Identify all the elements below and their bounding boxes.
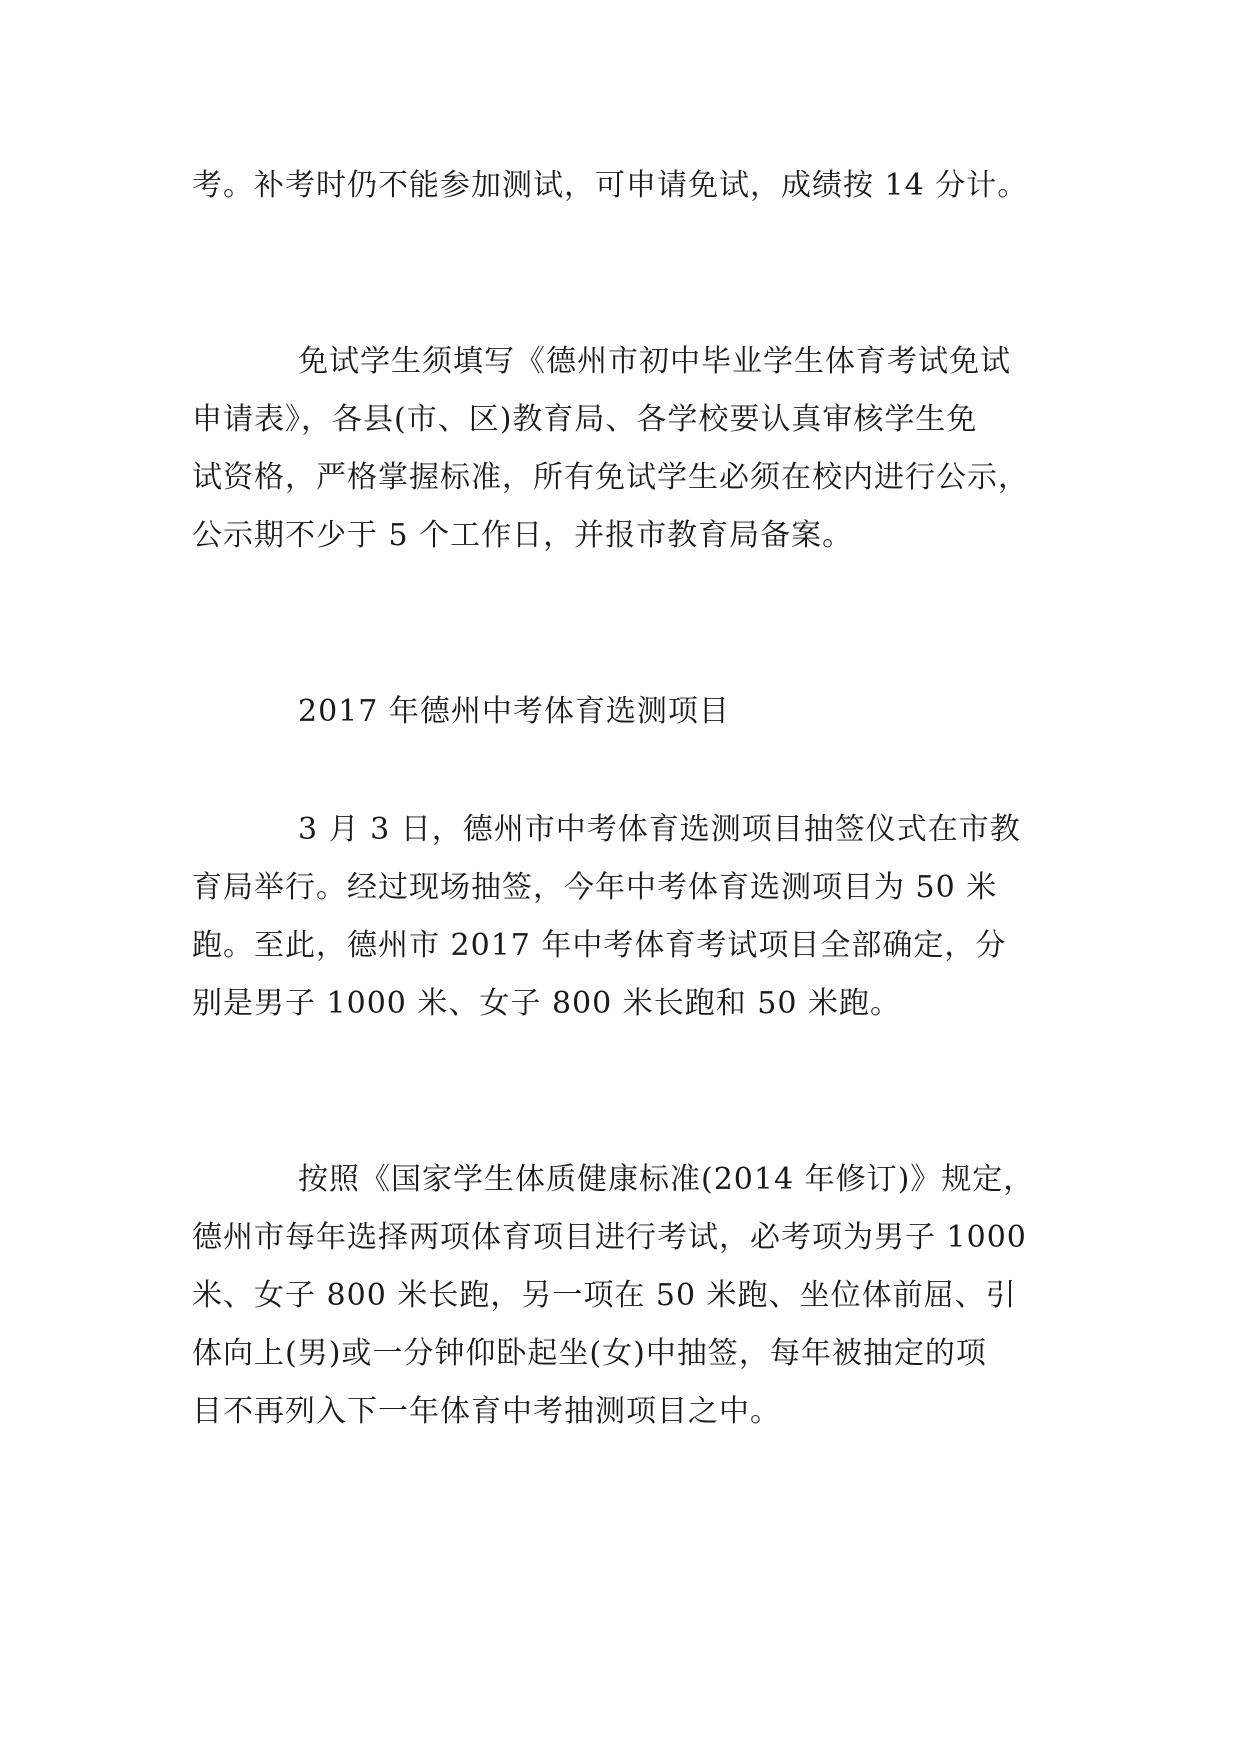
- paragraph-line: 育局举行。经过现场抽签，今年中考体育选测项目为 50 米: [192, 870, 998, 905]
- paragraph-line: 跑。至此，德州市 2017 年中考体育考试项目全部确定，分: [192, 928, 1007, 963]
- paragraph-line: 考。补考时仍不能参加测试，可申请免试，成绩按 14 分计。: [192, 168, 1029, 203]
- paragraph-line: 免试学生须填写《德州市初中毕业学生体育考试免试: [298, 344, 1011, 379]
- paragraph-line: 申请表》，各县(市、区)教育局、各学校要认真审核学生免: [192, 402, 978, 437]
- paragraph-line: 目不再列入下一年体育中考抽测项目之中。: [192, 1394, 781, 1429]
- paragraph-line: 体向上(男)或一分钟仰卧起坐(女)中抽签，每年被抽定的项: [192, 1336, 987, 1371]
- paragraph-line: 别是男子 1000 米、女子 800 米长跑和 50 米跑。: [192, 986, 901, 1021]
- paragraph-line: 德州市每年选择两项体育项目进行考试，必考项为男子 1000: [192, 1220, 1027, 1255]
- paragraph-line: 米、女子 800 米长跑，另一项在 50 米跑、坐位体前屈、引: [192, 1278, 1017, 1313]
- paragraph-line: 试资格，严格掌握标准，所有免试学生必须在校内进行公示，: [192, 460, 1029, 495]
- paragraph-line: 3 月 3 日，德州市中考体育选测项目抽签仪式在市教: [298, 812, 1021, 847]
- paragraph-line: 公示期不少于 5 个工作日，并报市教育局备案。: [192, 518, 854, 553]
- paragraph-line: 按照《国家学生体质健康标准(2014 年修订)》规定，: [298, 1162, 1035, 1197]
- section-heading: 2017 年德州中考体育选测项目: [298, 694, 730, 729]
